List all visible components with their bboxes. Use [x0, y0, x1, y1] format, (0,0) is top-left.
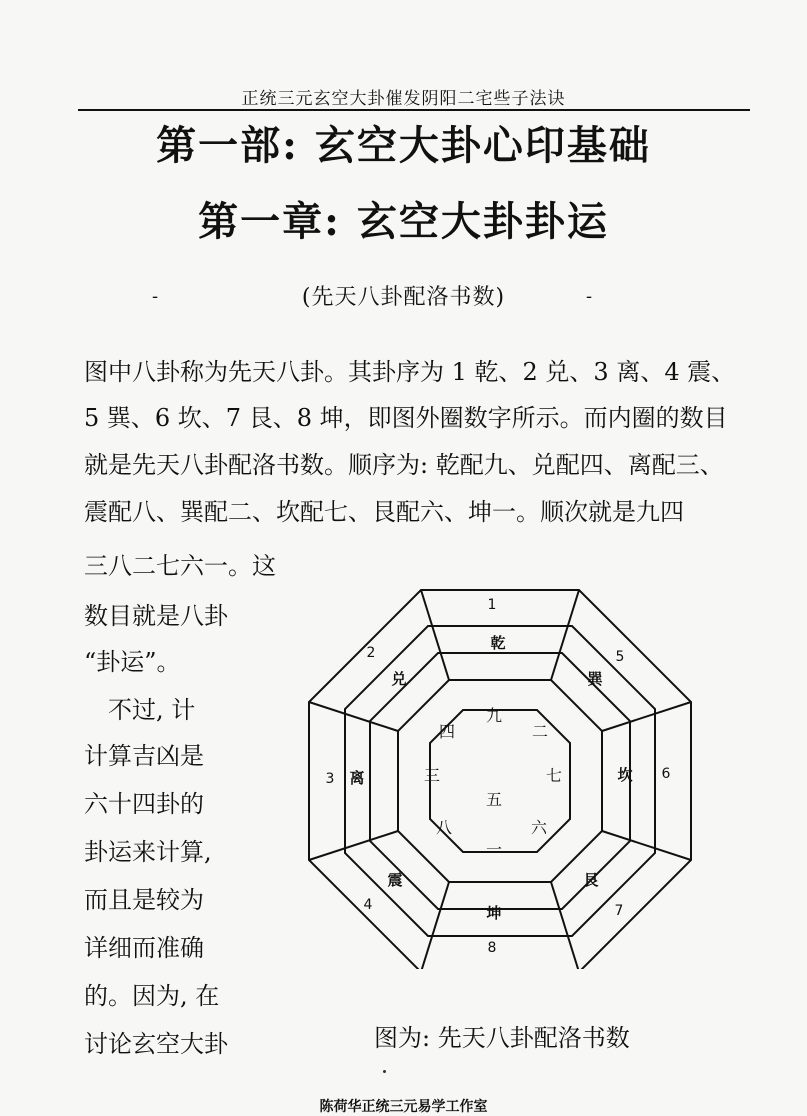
side-line: 计算吉凶是 [84, 742, 204, 770]
outer-number-upper-left: 2 [366, 645, 376, 661]
subtitle: (先天八卦配洛书数) [301, 285, 506, 310]
side-line: 六十四卦的 [84, 790, 204, 818]
bagua-diagram-svg [308, 585, 692, 969]
luoshu-left: 三 [423, 766, 441, 785]
running-header: 正统三元玄空大卦催发阴阳二宅些子法诀 [241, 89, 566, 109]
luoshu-upper-right: 二 [531, 722, 549, 741]
outer-number-lower-left: 4 [363, 897, 373, 913]
trigram-upper-left: 兑 [391, 670, 407, 688]
dash-mark-right: - [586, 286, 593, 307]
outer-number-top: 1 [487, 597, 497, 613]
body-line: 图中八卦称为先天八卦。其卦序为 1 乾、2 兑、3 离、4 震、 [84, 358, 736, 386]
body-line: 5 巽、6 坎、7 艮、8 坤，即图外圈数字所示。而内圈的数目 [84, 404, 728, 432]
outer-number-left: 3 [325, 771, 335, 787]
side-line: 而且是较为 [84, 886, 204, 914]
trigram-right: 坎 [617, 766, 633, 784]
side-line: 数目就是八卦 [84, 602, 228, 630]
luoshu-center: 五 [485, 790, 503, 809]
page-footer: 陈荷华正统三元易学工作室 [319, 1099, 488, 1115]
luoshu-upper-left: 四 [438, 722, 456, 741]
body-line: 就是先天八卦配洛书数。顺序为: 乾配九、兑配四、离配三、 [84, 451, 724, 479]
trigram-left: 离 [349, 769, 365, 787]
trigram-upper-right: 巽 [587, 670, 603, 688]
part-title: 第一部: 玄空大卦心印基础 [156, 122, 651, 169]
trigram-bottom: 坤 [486, 904, 502, 922]
side-line: 详细而准确 [84, 934, 204, 962]
side-line: 不过, 计 [84, 696, 196, 724]
trigram-lower-left: 震 [387, 871, 403, 889]
outer-number-upper-right: 5 [615, 649, 625, 665]
luoshu-bottom: 一 [485, 840, 503, 859]
header-rule [78, 109, 750, 111]
side-line: 的。因为, 在 [84, 982, 220, 1010]
side-line: 讨论玄空大卦 [84, 1030, 228, 1058]
scan-speck [383, 1070, 386, 1073]
side-line: “卦运”。 [84, 648, 181, 676]
luoshu-lower-right: 六 [530, 818, 548, 837]
luoshu-lower-left: 八 [435, 818, 453, 837]
dash-mark-left: - [152, 286, 159, 307]
chapter-title: 第一章: 玄空大卦卦运 [198, 198, 609, 245]
figure-caption: 图为: 先天八卦配洛书数 [374, 1024, 630, 1052]
luoshu-top: 九 [485, 706, 503, 725]
body-line: 震配八、巽配二、坎配七、艮配六、坤一。顺次就是九四 [84, 498, 684, 526]
bagua-diagram [308, 585, 692, 973]
outer-number-right: 6 [661, 766, 671, 782]
outer-number-lower-right: 7 [614, 903, 624, 919]
side-line: 卦运来计算, [84, 838, 212, 866]
body-line: 三八二七六一。这 [84, 552, 276, 580]
trigram-top: 乾 [490, 634, 506, 652]
luoshu-right: 七 [545, 766, 563, 785]
outer-number-bottom: 8 [487, 940, 497, 956]
trigram-lower-right: 艮 [583, 871, 599, 889]
